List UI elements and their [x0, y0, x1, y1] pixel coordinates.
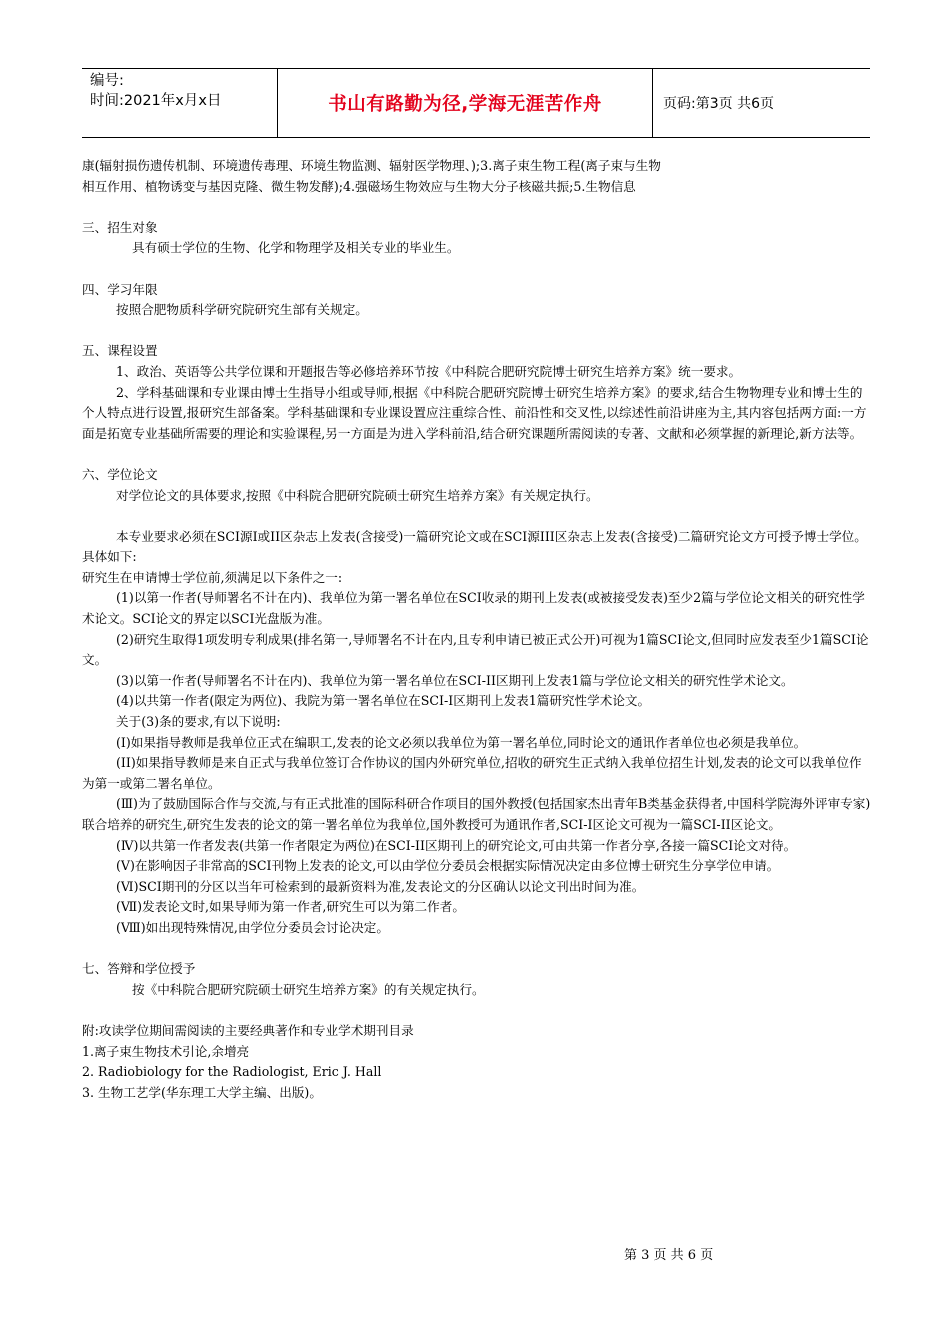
note-item: (Ⅵ)SCI期刊的分区以当年可检索到的最新资料为准,发表论文的分区确认以论文刊出时间为准。: [116, 878, 645, 894]
appendix-item: 3. 生物工艺学(华东理工大学主编、出版)。: [82, 1084, 322, 1100]
section-title: 三、招生对象: [82, 219, 158, 235]
time-label: 时间:2021年x月x日: [90, 93, 222, 109]
paragraph: 按《中科院合肥研究院硕士研究生培养方案》的有关规定执行。: [132, 981, 485, 997]
paragraph: 按照合肥物质科学研究院研究生部有关规定。: [116, 302, 368, 318]
header-meta: [82, 69, 278, 137]
note-item: (Ⅳ)以共第一作者发表(共第一作者限定为两位)在SCI-II区期刊上的研究论文,可由共第一作者分享,各接一篇SCI论文对待。: [116, 837, 797, 853]
section-title: 四、学习年限: [82, 281, 158, 297]
note-item: (II)如果指导教师是来自正式与我单位签订合作协议的国内外研究单位,招收的研究生正式纳入我单位招生计划,发表的论文可以我单位作为第一或第二署名单位。: [82, 755, 862, 791]
condition-item: (4)以共第一作者(限定为两位)、我院为第一署名单位在SCI-I区期刊上发表1篇研究性学术论文。: [116, 693, 651, 709]
note-item: (Ⅲ)为了鼓励国际合作与交流,与有正式批准的国际科研合作项目的国外教授(包括国家杰出青年B类基金获得者,中国科学院海外评审专家)联合培养的研究生,研究生发表的论文的第一署名单位为我单位,国外教授可为通讯作者,SCI-I区论文可视为一篇SCI-II区论文。: [82, 796, 871, 832]
page-header: [82, 68, 870, 138]
page-footer: 第 3 页 共 6 页: [624, 1248, 714, 1263]
paragraph: 对学位论文的具体要求,按照《中科院合肥研究院硕士研究生培养方案》有关规定执行。: [116, 487, 599, 503]
paragraph: 2、学科基础课和专业课由博士生指导小组或导师,根据《中科院合肥研究院博士研究生培养方案》的要求,结合生物物理专业和博士生的个人特点进行设置,报研究生部备案。学科基础课和专业课设置应注重综合性、前沿性和交叉性,以综述性前沿讲座为主,其内容包括两方面:一方面是拓宽专业基础所需要的理论和实验课程,另一方面是为进入学科前沿,结合研究课题所需阅读的专著、文献和必须掌握的新理论,新方法等。: [82, 384, 867, 441]
note-item: (Ⅷ)如出现特殊情况,由学位分委员会讨论决定。: [116, 919, 389, 935]
condition-item: (1)以第一作者(导师署名不计在内)、我单位为第一署名单位在SCI收录的期刊上发表(或被接受发表)至少2篇与学位论文相关的研究性学术论文。SCI论文的界定以SCI光盘版为准。: [82, 590, 865, 627]
paragraph: 1、政治、英语等公共学位课和开题报告等必修培养环节按《中科院合肥研究院博士研究生培养方案》统一要求。: [116, 363, 742, 379]
section-title: 六、学位论文: [82, 466, 158, 482]
note-item: (Ⅶ)发表论文时,如果导师为第一作者,研究生可以为第二作者。: [116, 899, 465, 915]
appendix-title: 附:攻读学位期间需阅读的主要经典著作和专业学术期刊目录: [82, 1022, 414, 1038]
section-title: 七、答辩和学位授予: [82, 961, 196, 977]
condition-item: (3)以第一作者(导师署名不计在内)、我单位为第一署名单位在SCI-II区期刊上发表1篇与学位论文相关的研究性学术论文。: [116, 672, 794, 688]
paragraph: 研究生在申请博士学位前,须满足以下条件之一:: [82, 569, 343, 585]
section-title: 五、课程设置: [82, 343, 158, 359]
appendix-item: 1.离子束生物技术引论,余增亮: [82, 1043, 250, 1059]
header-motto: 书山有路勤为径,学海无涯苦作舟: [278, 69, 653, 137]
paragraph: 本专业要求必须在SCI源I或II区杂志上发表(含接受)一篇研究论文或在SCI源III区杂志上发表(含接受)二篇研究论文方可授予博士学位。具体如下:: [82, 528, 867, 565]
header-page-label: 页码:第3页 共6页: [663, 96, 774, 112]
paragraph: 具有硕士学位的生物、化学和物理学及相关专业的毕业生。: [132, 240, 460, 256]
paragraph: 关于(3)条的要求,有以下说明:: [116, 714, 281, 730]
document-body: [82, 156, 872, 1103]
note-item: (I)如果指导教师是我单位正式在编职工,发表的论文必须以我单位为第一署名单位,同时论文的通讯作者单位也必须是我单位。: [116, 734, 807, 750]
intro-line: 相互作用、植物诱变与基因克隆、微生物发酵);4.强磁场生物效应与生物大分子核磁共振;5.生物信息: [82, 178, 636, 194]
note-item: (Ⅴ)在影响因子非常高的SCI刊物上发表的论文,可以由学位分委员会根据实际情况决定由多位博士研究生分享学位申请。: [116, 858, 780, 874]
intro-line: 康(辐射损伤遗传机制、环境遗传毒理、环境生物监测、辐射医学物理、);3.离子束生物工程(离子束与生物: [82, 158, 661, 173]
number-label: 编号:: [90, 73, 124, 89]
appendix-item: 2. Radiobiology for the Radiologist, Eric J. Hall: [82, 1064, 382, 1080]
condition-item: (2)研究生取得1项发明专利成果(排名第一,导师署名不计在内,且专利申请已被正式公开)可视为1篇SCI论文,但同时应发表至少1篇SCI论文。: [82, 631, 869, 668]
